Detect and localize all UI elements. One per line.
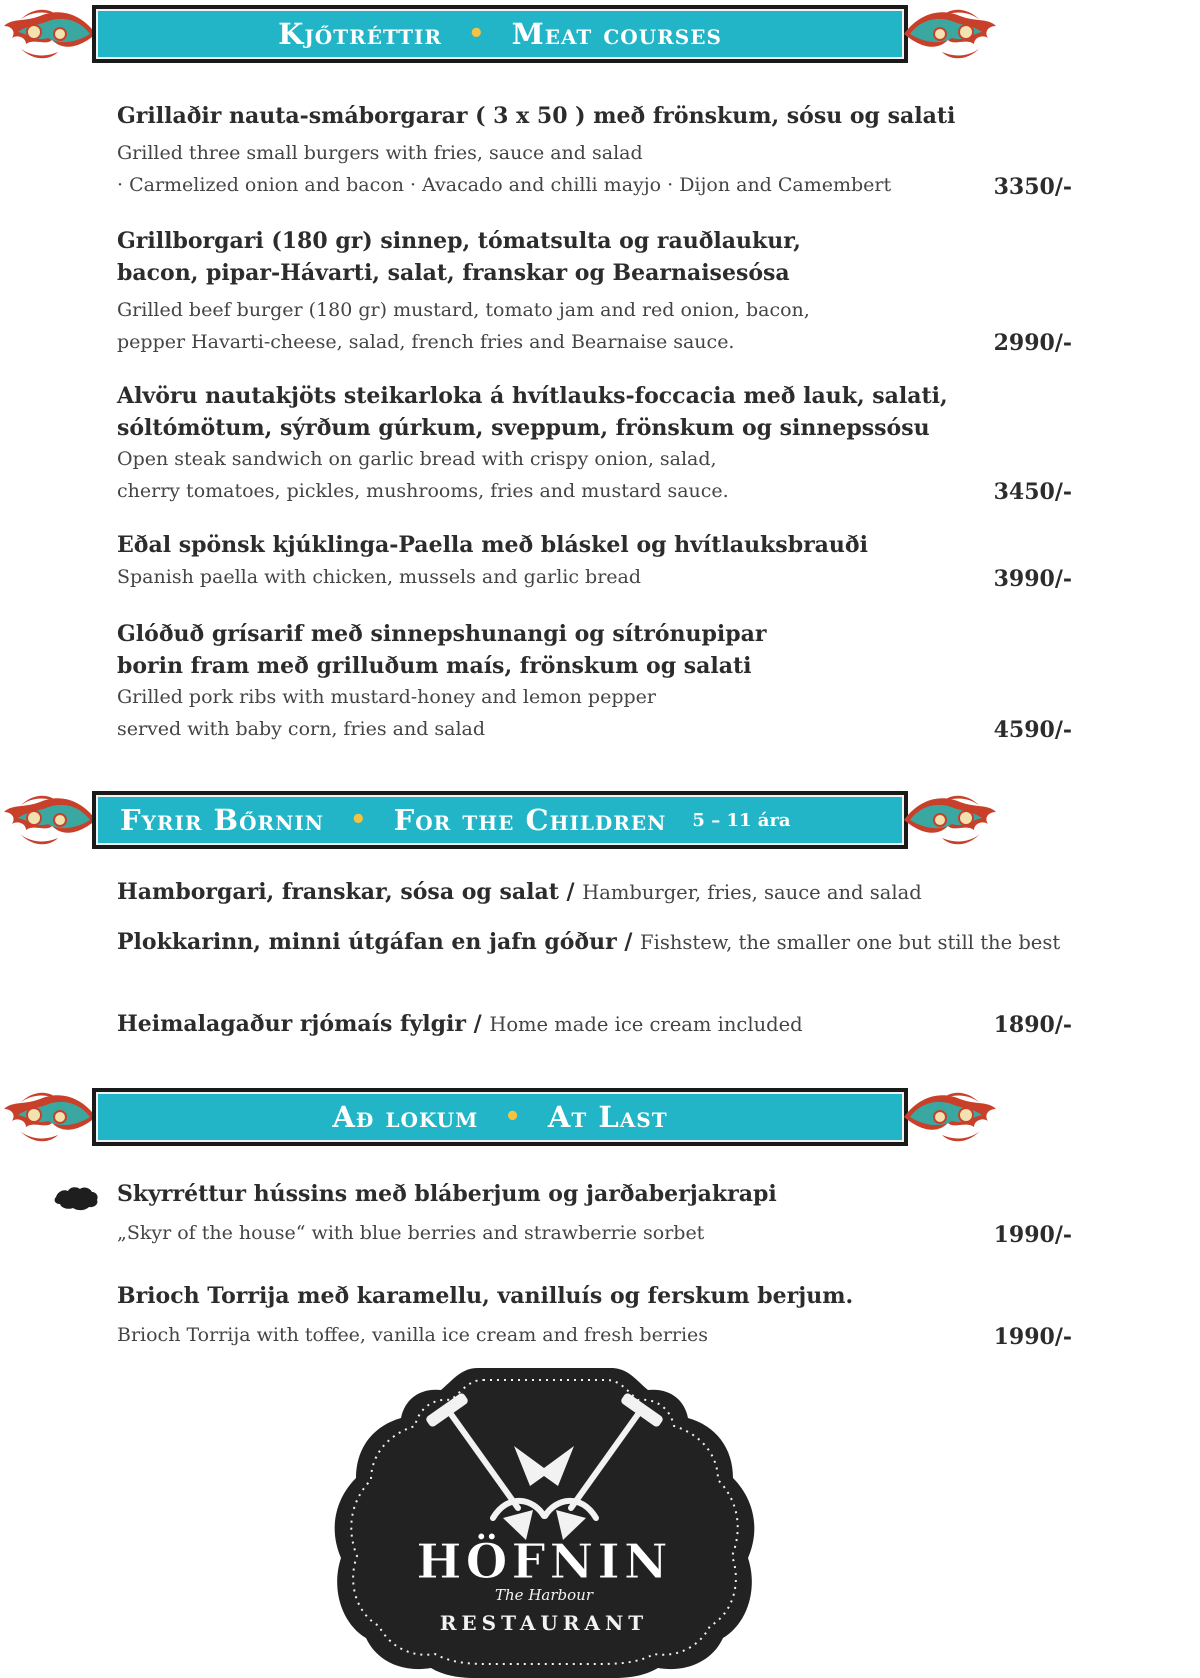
- menu-item-price: 2990/-: [993, 330, 1072, 356]
- menu-item-title: Grillborgari (180 gr) sinnep, tómatsulta og rauðlaukur,: [117, 228, 801, 254]
- menu-item-price: 3450/-: [993, 479, 1072, 505]
- menu-item-title: Eðal spönsk kjúklinga-Paella með bláskel og hvítlauksbrauði: [117, 532, 868, 558]
- menu-item-line: [117, 1009, 803, 1040]
- ornament-left-icon: [0, 1087, 100, 1147]
- logo-subtitle: RESTAURANT: [439, 1611, 649, 1635]
- restaurant-logo: [328, 1368, 761, 1678]
- separator: /: [558, 879, 583, 905]
- menu-item-price: 3350/-: [993, 174, 1072, 200]
- banner-dot: •: [350, 805, 368, 835]
- ornament-right-icon: [900, 1087, 1000, 1147]
- menu-item-line: [117, 877, 922, 908]
- logo-script: The Harbour: [495, 1586, 593, 1604]
- menu-item-desc: Spanish paella with chicken, mussels and garlic bread: [117, 566, 642, 588]
- separator: /: [465, 1011, 490, 1037]
- menu-item-price: 1890/-: [993, 1012, 1072, 1038]
- banner-age-range: 5 – 11 ára: [692, 809, 791, 831]
- menu-item-desc: Brioch Torrija with toffee, vanilla ice cream and fresh berries: [117, 1324, 709, 1346]
- menu-item-title: Grillaðir nauta-smáborgarar ( 3 x 50 ) með frönskum, sósu og salati: [117, 103, 956, 129]
- menu-item-desc: Open steak sandwich on garlic bread with crispy onion, salad,: [117, 448, 717, 470]
- banner-bar: [92, 791, 908, 849]
- menu-item-title: sóltómötum, sýrðum gúrkum, sveppum, frönskum og sinnepssósu: [117, 415, 930, 441]
- menu-item-desc: Grilled pork ribs with mustard-honey and lemon pepper: [117, 686, 656, 708]
- menu-item-title: borin fram með grilluðum maís, frönskum og salati: [117, 653, 752, 679]
- menu-item-price: 1990/-: [993, 1324, 1072, 1350]
- menu-item-desc: Fishstew, the smaller one but still the best: [640, 931, 1061, 954]
- menu-item-desc: cherry tomatoes, pickles, mushrooms, fries and mustard sauce.: [117, 480, 729, 502]
- menu-item-desc: Grilled beef burger (180 gr) mustard, tomato jam and red onion, bacon,: [117, 299, 810, 321]
- banner-title-is: Fyrir Bőrnin: [120, 803, 325, 837]
- menu-item-title: Alvöru nautakjöts steikarloka á hvítlauks-foccacia með lauk, salati,: [117, 383, 948, 409]
- iceland-map-icon: [52, 1183, 100, 1213]
- menu-item-desc: · Carmelized onion and bacon · Avacado and chilli mayjo · Dijon and Camembert: [117, 174, 892, 196]
- section-banner-children: [0, 790, 1000, 850]
- menu-item-desc: pepper Havarti-cheese, salad, french fries and Bearnaise sauce.: [117, 331, 735, 353]
- menu-item-title: Hamborgari, franskar, sósa og salat: [117, 879, 559, 905]
- menu-item-price: 3990/-: [993, 566, 1072, 592]
- menu-item-title: Glóðuð grísarif með sinnepshunangi og sítrónupipar: [117, 621, 767, 647]
- menu-item-title: Plokkarinn, minni útgáfan en jafn góður: [117, 929, 617, 955]
- ornament-left-icon: [0, 4, 100, 64]
- menu-item-desc: „Skyr of the house“ with blue berries and strawberrie sorbet: [117, 1222, 705, 1244]
- menu-item-line: [117, 927, 1060, 958]
- banner-title-en: Meat courses: [511, 17, 722, 51]
- section-banner-dessert: [0, 1087, 1000, 1147]
- logo-name: HÖFNIN: [416, 1534, 672, 1590]
- section-banner-meat: [0, 4, 1000, 64]
- banner-title-is: Að lokum: [332, 1100, 479, 1134]
- ornament-right-icon: [900, 4, 1000, 64]
- banner-title-is: Kjőtréttir: [278, 17, 442, 51]
- banner-bar: [92, 5, 908, 63]
- menu-item-desc: Hamburger, fries, sauce and salad: [582, 881, 922, 904]
- menu-item-title: Brioch Torrija með karamellu, vanilluís og ferskum berjum.: [117, 1283, 854, 1309]
- banner-title-en: For the Children: [393, 803, 667, 837]
- menu-item-price: 1990/-: [993, 1222, 1072, 1248]
- banner-dot: •: [504, 1102, 522, 1132]
- menu-item-desc: Grilled three small burgers with fries, sauce and salad: [117, 142, 643, 164]
- menu-item-price: 4590/-: [993, 717, 1072, 743]
- ornament-right-icon: [900, 790, 1000, 850]
- menu-item-title: Heimalagaður rjómaís fylgir: [117, 1011, 466, 1037]
- menu-item-desc: served with baby corn, fries and salad: [117, 718, 486, 740]
- ornament-left-icon: [0, 790, 100, 850]
- menu-item-title: Skyrréttur hússins með bláberjum og jarðaberjakrapi: [117, 1181, 777, 1207]
- banner-title-en: At Last: [547, 1100, 668, 1134]
- banner-bar: [92, 1088, 908, 1146]
- menu-item-title: bacon, pipar-Hávarti, salat, franskar og Bearnaisesósa: [117, 260, 790, 286]
- menu-item-desc: Home made ice cream included: [489, 1013, 803, 1036]
- separator: /: [616, 929, 641, 955]
- banner-dot: •: [467, 19, 486, 49]
